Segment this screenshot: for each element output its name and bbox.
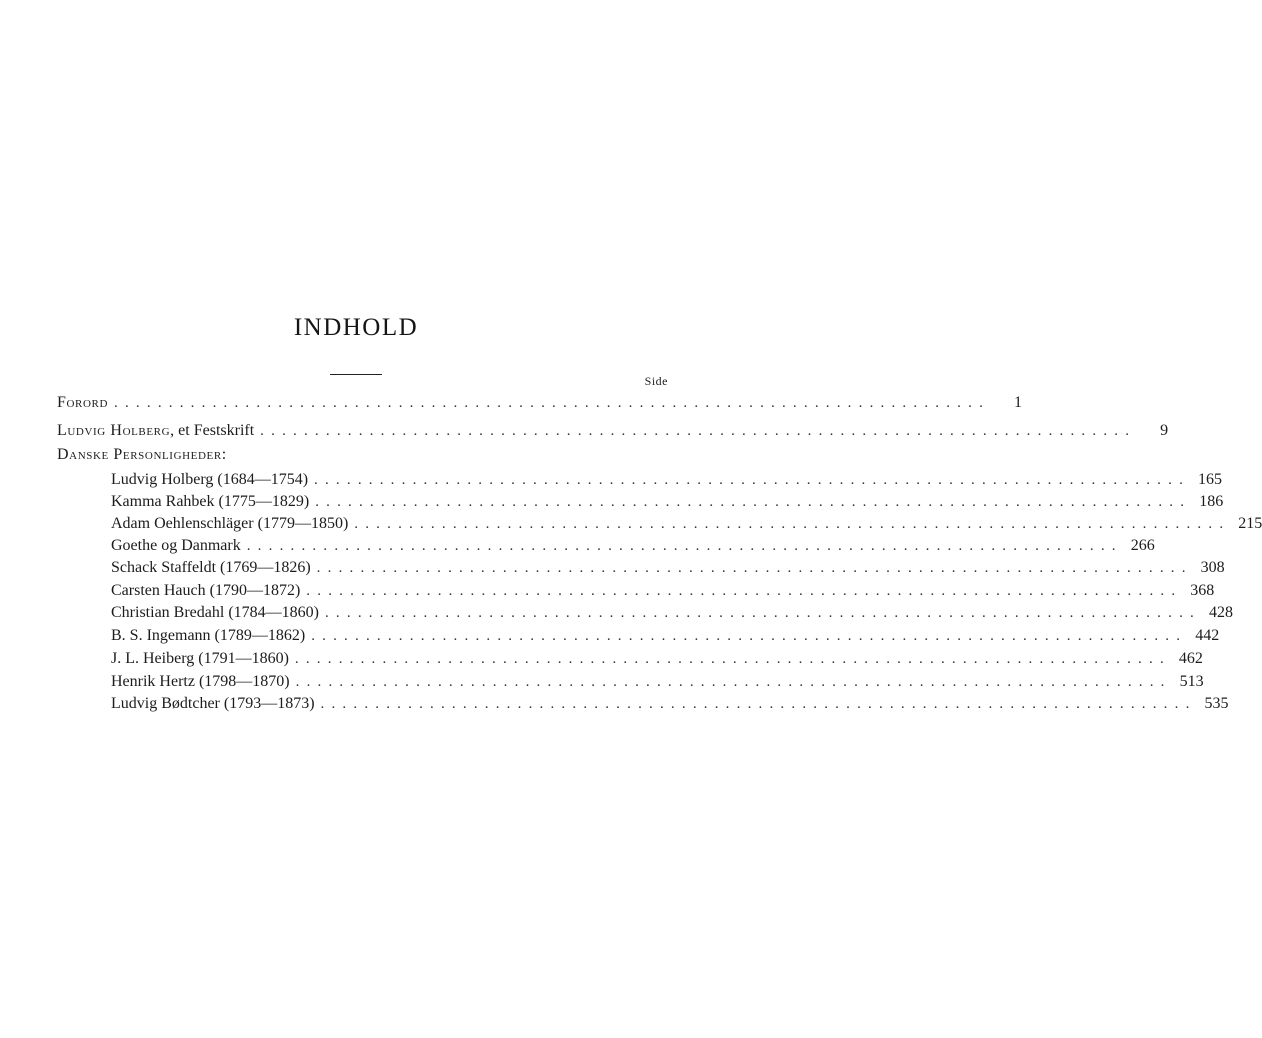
toc-page-number: 1	[1014, 394, 1023, 411]
toc-page-number: 308	[1200, 559, 1225, 576]
toc-entry[interactable]	[111, 693, 1229, 715]
toc-page-number: 215	[1238, 515, 1262, 532]
dot-leader: ................................................................................	[295, 674, 1172, 690]
toc-page-number: 165	[1198, 471, 1223, 488]
dot-leader: ................................................................................	[315, 494, 1192, 510]
toc-page-number: 9	[1160, 422, 1169, 439]
toc-page-number: 368	[1190, 582, 1215, 599]
dot-leader: ................................................................................	[314, 472, 1191, 488]
toc-entry-label: Henrik Hertz (1798—1870)	[111, 673, 290, 690]
dot-leader: ................................................................................	[246, 538, 1123, 554]
toc-page-number: 428	[1208, 604, 1233, 621]
toc-entry-forord[interactable]	[57, 392, 1023, 414]
toc-entry[interactable]	[111, 671, 1204, 693]
dot-leader: ................................................................................	[260, 423, 1137, 439]
section-heading: Danske Personligheder:	[57, 446, 227, 463]
toc-entry-label: J. L. Heiberg (1791—1860)	[111, 650, 289, 667]
toc-entry[interactable]	[111, 602, 1233, 624]
dot-leader: ................................................................................	[324, 605, 1201, 621]
toc-entry[interactable]	[111, 491, 1224, 513]
dot-leader: ................................................................................	[294, 651, 1171, 667]
dot-leader: ................................................................................	[114, 395, 991, 411]
toc-entry[interactable]	[111, 513, 1262, 535]
toc-page-number: 442	[1195, 627, 1220, 644]
toc-entry-label: Schack Staffeldt (1769—1826)	[111, 559, 311, 576]
toc-entry-label: Ludvig Bødtcher (1793—1873)	[111, 695, 315, 712]
toc-entry-label	[57, 420, 260, 442]
toc-entry[interactable]	[111, 535, 1155, 557]
toc-page-number: 535	[1204, 695, 1229, 712]
toc-entry[interactable]	[111, 580, 1215, 602]
toc-entry-label: Adam Oehlenschläger (1779—1850)	[111, 515, 349, 532]
toc-entry[interactable]	[111, 557, 1225, 579]
toc-entry[interactable]	[111, 469, 1223, 491]
page-column-header: Side	[644, 374, 668, 388]
toc-entry-label-main: Ludvig Holberg	[57, 422, 171, 439]
dot-leader: ................................................................................	[306, 583, 1183, 599]
dot-leader: ................................................................................	[316, 560, 1193, 576]
toc-entry-label: B. S. Ingemann (1789—1862)	[111, 627, 306, 644]
toc-page-number: 513	[1179, 673, 1204, 690]
toc-entry[interactable]	[111, 648, 1203, 670]
toc-entry[interactable]	[111, 625, 1220, 647]
toc-entry-label: Kamma Rahbek (1775—1829)	[111, 493, 310, 510]
toc-page-number: 462	[1178, 650, 1203, 667]
toc-page-number: 186	[1199, 493, 1224, 510]
toc-entry-label: Christian Bredahl (1784—1860)	[111, 604, 319, 621]
page-title: INDHOLD	[293, 314, 419, 341]
dot-leader: ................................................................................	[354, 516, 1231, 532]
title-rule	[330, 374, 382, 375]
toc-entry-label: Goethe og Danmark	[111, 537, 241, 554]
toc-entry-label: Ludvig Holberg (1684—1754)	[111, 471, 309, 488]
toc-entry-label: Carsten Hauch (1790—1872)	[111, 582, 301, 599]
toc-entry-festskrift[interactable]	[57, 420, 1169, 442]
toc-entry-label-rest: , et Festskrift	[170, 422, 255, 439]
dot-leader: ................................................................................	[320, 696, 1197, 712]
toc-entry-label: Forord	[57, 394, 109, 411]
dot-leader: ................................................................................	[311, 628, 1188, 644]
toc-page-number: 266	[1130, 537, 1155, 554]
